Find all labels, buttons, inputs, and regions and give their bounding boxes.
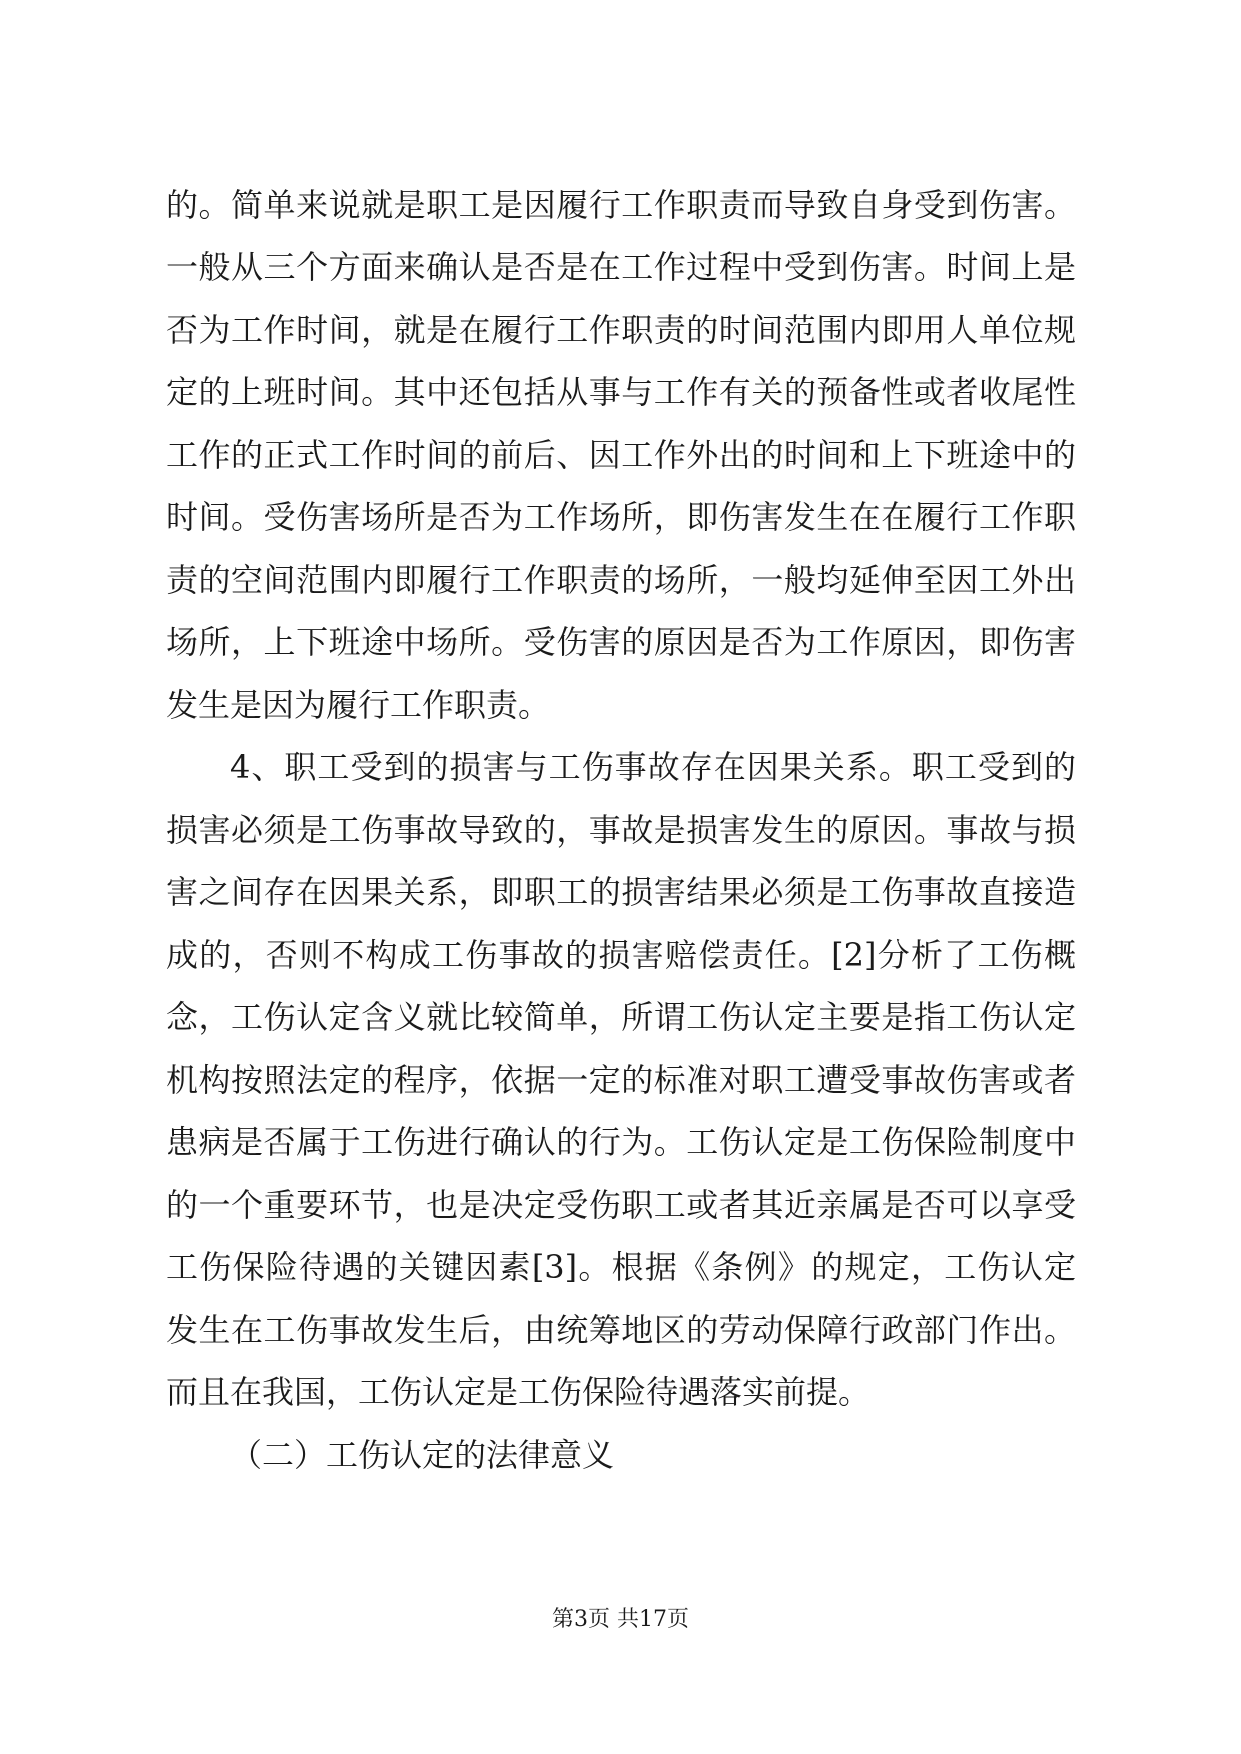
- body-line: 场所，上下班途中场所。受伤害的原因是否为工作原因，即伤害: [166, 623, 1076, 661]
- paragraph-first-line: 4、职工受到的损害与工伤事故存在因果关系。职工受到的: [230, 748, 1076, 786]
- body-line: 否为工作时间，就是在履行工作职责的时间范围内即用人单位规: [166, 311, 1076, 349]
- body-line: 工伤保险待遇的关键因素[3]。根据《条例》的规定，工伤认定: [166, 1248, 1076, 1286]
- body-line: 工作的正式工作时间的前后、因工作外出的时间和上下班途中的: [166, 436, 1076, 474]
- section-heading: （二）工伤认定的法律意义: [230, 1436, 615, 1474]
- body-line: 发生是因为履行工作职责。: [166, 686, 551, 724]
- body-line: 发生在工伤事故发生后，由统筹地区的劳动保障行政部门作出。: [166, 1311, 1076, 1349]
- body-line: 成的，否则不构成工伤事故的损害赔偿责任。[2]分析了工伤概: [166, 936, 1076, 974]
- body-line: 定的上班时间。其中还包括从事与工作有关的预备性或者收尾性: [166, 373, 1076, 411]
- body-line: 损害必须是工伤事故导致的，事故是损害发生的原因。事故与损: [166, 811, 1076, 849]
- page-number: 第3页 共17页: [552, 1607, 689, 1632]
- body-line: 的一个重要环节，也是决定受伤职工或者其近亲属是否可以享受: [166, 1186, 1076, 1224]
- body-line: 时间。受伤害场所是否为工作场所，即伤害发生在在履行工作职: [166, 498, 1076, 536]
- body-line: 责的空间范围内即履行工作职责的场所，一般均延伸至因工外出: [166, 561, 1076, 599]
- body-line: 害之间存在因果关系，即职工的损害结果必须是工伤事故直接造: [166, 873, 1076, 911]
- body-line: 机构按照法定的程序，依据一定的标准对职工遭受事故伤害或者: [166, 1061, 1076, 1099]
- body-line: 一般从三个方面来确认是否是在工作过程中受到伤害。时间上是: [166, 248, 1076, 286]
- body-line: 患病是否属于工伤进行确认的行为。工伤认定是工伤保险制度中: [166, 1123, 1076, 1161]
- body-line: 的。简单来说就是职工是因履行工作职责而导致自身受到伤害。: [166, 186, 1076, 224]
- body-line: 念，工伤认定含义就比较简单，所谓工伤认定主要是指工伤认定: [166, 998, 1076, 1036]
- body-line: 而且在我国，工伤认定是工伤保险待遇落实前提。: [166, 1373, 871, 1411]
